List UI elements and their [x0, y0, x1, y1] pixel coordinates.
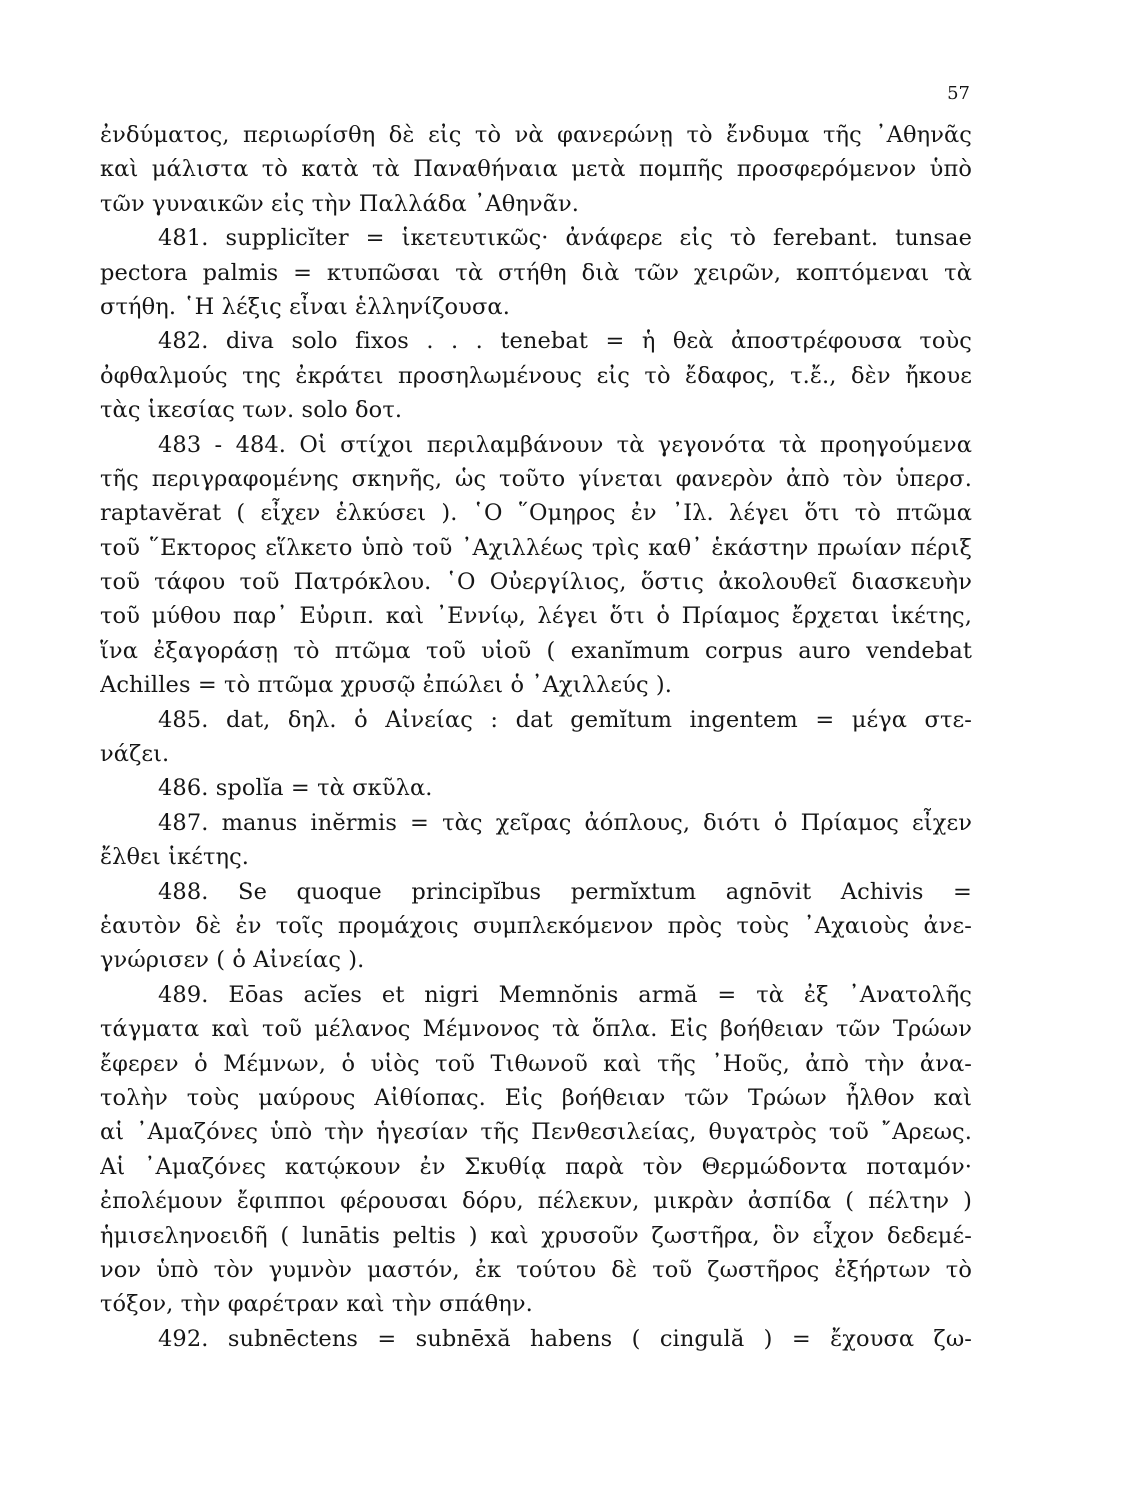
text-line: ἵνα ἐξαγοράσῃ τὸ πτῶμα τοῦ υἱοῦ ( exanĭmum corpus auro vendebat [100, 637, 972, 664]
text-line: ἔφερεν ὁ Μέμνων, ὁ υἱὸς τοῦ Τιθωνοῦ καὶ τῆς ᾿Ηοῦς, ἀπὸ τὴν ἀνα- [100, 1050, 972, 1077]
text-line: γνώρισεν ( ὁ Αἰνείας ). [100, 947, 365, 974]
text-line: 489. Eōas acĭes et nigri Memnŏnis armă = τὰ ἐξ ᾿Ανατολῆς [158, 981, 972, 1008]
text-line: αἱ ᾿Αμαζόνες ὑπὸ τὴν ἡγεσίαν τῆς Πενθεσιλείας, θυγατρὸς τοῦ ῎Αρεως. [100, 1119, 972, 1146]
text-line: ἐπολέμουν ἔφιπποι φέρουσαι δόρυ, πέλεκυν, μικρὰν ἀσπίδα ( πέλτην ) [100, 1188, 972, 1215]
text-line: raptavĕrat ( εἶχεν ἑλκύσει ). ῾Ο ῞Ομηρος ἐν ᾿Ιλ. λέγει ὅτι τὸ πτῶμα [100, 500, 972, 527]
text-line: τόξον, τὴν φαρέτραν καὶ τὴν σπάθην. [100, 1291, 533, 1318]
text-line: τοῦ τάφου τοῦ Πατρόκλου. ῾Ο Οὐεργίλιος, ὅστις ἀκολουθεῖ διασκευὴν [100, 569, 972, 596]
text-line: 485. dat, δηλ. ὁ Αἰνείας : dat gemĭtum ingentem = μέγα στε- [158, 706, 972, 733]
text-line: 488. Se quoque principĭbus permĭxtum agnōvit Achivis = [158, 878, 972, 905]
text-line: καὶ μάλιστα τὸ κατὰ τὰ Παναθήναια μετὰ πομπῆς προσφερόμενον ὑπὸ [100, 156, 972, 183]
text-line: ἐνδύματος, περιωρίσθη δὲ εἰς τὸ νὰ φανερώνῃ τὸ ἔνδυμα τῆς ᾿Αθηνᾶς [100, 122, 972, 148]
text-line: νάζει. [100, 741, 170, 768]
text-line: νον ὑπὸ τὸν γυμνὸν μαστόν, ἐκ τούτου δὲ τοῦ ζωστῆρος ἐξήρτων τὸ [100, 1256, 972, 1283]
text-line: τολὴν τοὺς μαύρους Αἰθίοπας. Εἰς βοήθειαν τῶν Τρώων ἦλθον καὶ [100, 1084, 972, 1111]
text-line: 481. supplicĭter = ἱκετευτικῶς· ἀνάφερε εἰς τὸ ferebant. tunsae [158, 225, 972, 252]
text-line: ἡμισεληνοειδῆ ( lunātis peltis ) καὶ χρυσοῦν ζωστῆρα, ὃν εἶχον δεδεμέ- [100, 1222, 972, 1249]
text-line: 486. spolĭa = τὰ σκῦλα. [158, 775, 433, 802]
text-line: στήθη. ῾Η λέξις εἶναι ἑλληνίζουσα. [100, 293, 510, 320]
text-line: ὀφθαλμούς της ἐκράτει προσηλωμένους εἰς τὸ ἔδαφος, τ.ἔ., δὲν ἤκουε [100, 362, 972, 389]
text-line: τάγματα καὶ τοῦ μέλανος Μέμνονος τὰ ὅπλα. Εἰς βοήθειαν τῶν Τρώων [100, 1016, 972, 1043]
text-line: 483 - 484. Οἱ στίχοι περιλαμβάνουν τὰ γεγονότα τὰ προηγούμενα [158, 431, 972, 458]
text-line: pectora palmis = κτυπῶσαι τὰ στήθη διὰ τῶν χειρῶν, κοπτόμεναι τὰ [100, 259, 972, 286]
text-line: Αἱ ᾿Αμαζόνες κατῴκουν ἐν Σκυθίᾳ παρὰ τὸν Θερμώδοντα ποταμόν· [100, 1153, 972, 1180]
text-line: ἑαυτὸν δὲ ἐν τοῖς προμάχοις συμπλεκόμενον πρὸς τοὺς ᾿Αχαιοὺς ἀνε- [100, 912, 972, 939]
text-line: τὰς ἱκεσίας των. solo δοτ. [100, 397, 403, 424]
text-line: τῶν γυναικῶν εἰς τὴν Παλλάδα ᾿Αθηνᾶν. [100, 190, 580, 217]
text-line: Achilles = τὸ πτῶμα χρυσῷ ἐπώλει ὁ ᾿Αχιλλεύς ). [100, 672, 673, 699]
text-line: ἔλθει ἱκέτης. [100, 844, 250, 871]
text-line: τοῦ ῞Εκτορος εἵλκετο ὑπὸ τοῦ ᾿Αχιλλέως τρὶς καθ᾿ ἑκάστην πρωίαν πέριξ [100, 534, 972, 561]
text-line: τῆς περιγραφομένης σκηνῆς, ὡς τοῦτο γίνεται φανερὸν ἀπὸ τὸν ὑπερσ. [100, 465, 972, 492]
text-line: 482. diva solo fixos . . . tenebat = ἡ θεὰ ἀποστρέφουσα τοὺς [158, 328, 972, 355]
commentary-text [100, 118, 972, 1356]
page-number: 57 [947, 83, 970, 104]
text-line: τοῦ μύθου παρ᾿ Εὐριπ. καὶ ᾿Εννίῳ, λέγει ὅτι ὁ Πρίαμος ἔρχεται ἱκέτης, [100, 603, 972, 630]
text-line: 487. manus inĕrmis = τὰς χεῖρας ἀόπλους, διότι ὁ Πρίαμος εἶχεν [158, 809, 972, 836]
text-line: 492. subnēctens = subnēxă habens ( cingulă ) = ἔχουσα ζω- [158, 1325, 972, 1352]
